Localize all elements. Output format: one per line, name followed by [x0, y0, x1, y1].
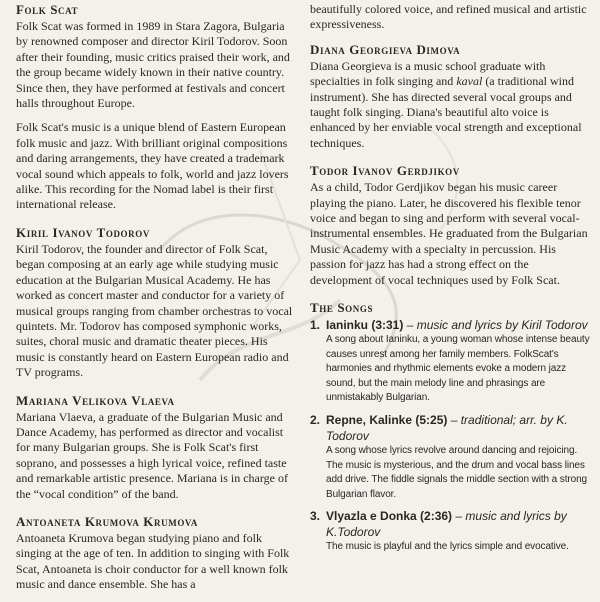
left-column — [16, 2, 294, 602]
song-number: 3. — [310, 509, 321, 524]
song-credit: traditional; arr. by K. Todorov — [326, 413, 568, 444]
right-column — [310, 2, 592, 561]
section-heading-songs: The Songs — [310, 300, 374, 316]
song-description: A song about Ianinku, a young woman whose intense beauty causes unrest among her family members. FolkScat's harmonies and rhythmic elements evoke a modern jazz sound, but the main melody line and phrasings are unmistakably Bulgarian. — [326, 334, 590, 404]
song-credit: music and lyrics by K.Todorov — [326, 509, 567, 540]
section-heading-mariana: Mariana Velikova Vlaeva — [16, 392, 175, 408]
song-separator: – — [452, 509, 466, 524]
song-number: 2. — [310, 413, 321, 428]
diana-bio-paragraph — [310, 59, 592, 151]
song-title: Repne, Kalinke (5:25) — [326, 413, 448, 428]
diana-bio-text-b: (a traditional wind instrument). She has directed several vocal groups and taught folk singing. Diana's beautiful alto voice is enhanced by her enviable vocal strength and exceptional techniques. — [310, 74, 582, 150]
song-separator: – — [403, 318, 417, 333]
section-heading-todor: Todor Ivanov Gerdjikov — [310, 163, 460, 179]
folk-scat-style-paragraph: Folk Scat's music is a unique blend of Eastern European folk music and jazz. With brilliant original compositions and daring arrangements, they have created a trademark vocal sound which appeals to folk, world and jazz lovers alike. This recording for the Nomad label is their first international release. — [16, 120, 289, 212]
kiril-bio-paragraph: Kiril Todorov, the founder and director of Folk Scat, began composing at an early age while studying music education at the Bulgarian Musical Academy. He has worked as concert master and conductor for a variety of musical groups ranging from chamber orchestras to vocal quintets. Mr. Todorov has composed symphonic works, suites, choral music and dramatic theater pieces. His music is constantly heard on Eastern European radio and TV programs. — [16, 241, 293, 380]
folk-scat-history-paragraph: Folk Scat was formed in 1989 in Stara Zagora, Bulgaria by renowned composer and director Kiril Todorov. Soon after their founding, music critics praised their work, and the group became widely known in their native country. Since then, they have performed at festivals and concert halls throughout Europe. — [16, 19, 290, 111]
song-header — [310, 412, 592, 444]
song-header — [310, 508, 592, 540]
song-title: Vlyazla e Donka (2:36) — [326, 509, 453, 524]
song-item — [310, 412, 592, 502]
section-heading-antoaneta: Antoaneta Krumova Krumova — [16, 513, 198, 529]
song-item — [310, 508, 592, 555]
antoaneta-bio-paragraph: Antoaneta Krumova began studying piano and folk singing at the age of ten. In addition to singing with Folk Scat, Antoaneta is choir conductor for a well known folk music and dance ensemble. She has a — [16, 530, 290, 592]
song-separator: – — [447, 413, 461, 428]
diana-bio-text-a: Diana Georgieva is a music school graduate with specialties in folk singing and — [310, 58, 546, 89]
antoaneta-bio-continued: beautifully colored voice, and refined musical and artistic expressiveness. — [310, 2, 587, 32]
song-header — [310, 317, 592, 333]
song-credit: music and lyrics by Kiril Todorov — [416, 318, 588, 333]
song-number: 1. — [310, 318, 321, 333]
song-description: A song whose lyrics revolve around dancing and rejoicing. The music is mysterious, and the drum and vocal bass lines add drive. The fiddle signals the middle section with a strong Bulgarian flavor. — [326, 445, 587, 500]
section-heading-kiril: Kiril Ivanov Todorov — [16, 224, 150, 240]
song-title: Ianinku (3:31) — [326, 318, 404, 333]
song-item — [310, 317, 592, 406]
song-description: The music is playful and the lyrics simple and evocative. — [326, 541, 569, 553]
section-heading-diana: Diana Georgieva Dimova — [310, 41, 461, 57]
section-heading-folk-scat: Folk Scat — [16, 2, 79, 17]
todor-bio-paragraph: As a child, Todor Gerdjikov began his music career playing the piano. Later, he discovered his flexible tenor voice and began to sing and perform with several vocal-instrumental ensembles. He graduated from the Bulgarian Music Academy with a specialty in percussion. His passion for jazz has had a strong effect on the development of vocal techniques used by Folk Scat. — [310, 180, 588, 287]
diana-bio-kaval: kaval — [456, 74, 483, 89]
mariana-bio-paragraph: Mariana Vlaeva, a graduate of the Bulgarian Music and Dance Academy, has performed as director and vocalist for many Bulgarian groups. She is Folk Scat's first soprano, and possesses a high lyrical voice, refined taste and remarkable artistic presence. Mariana is in charge of the “vocal condition” of the band. — [16, 409, 288, 501]
